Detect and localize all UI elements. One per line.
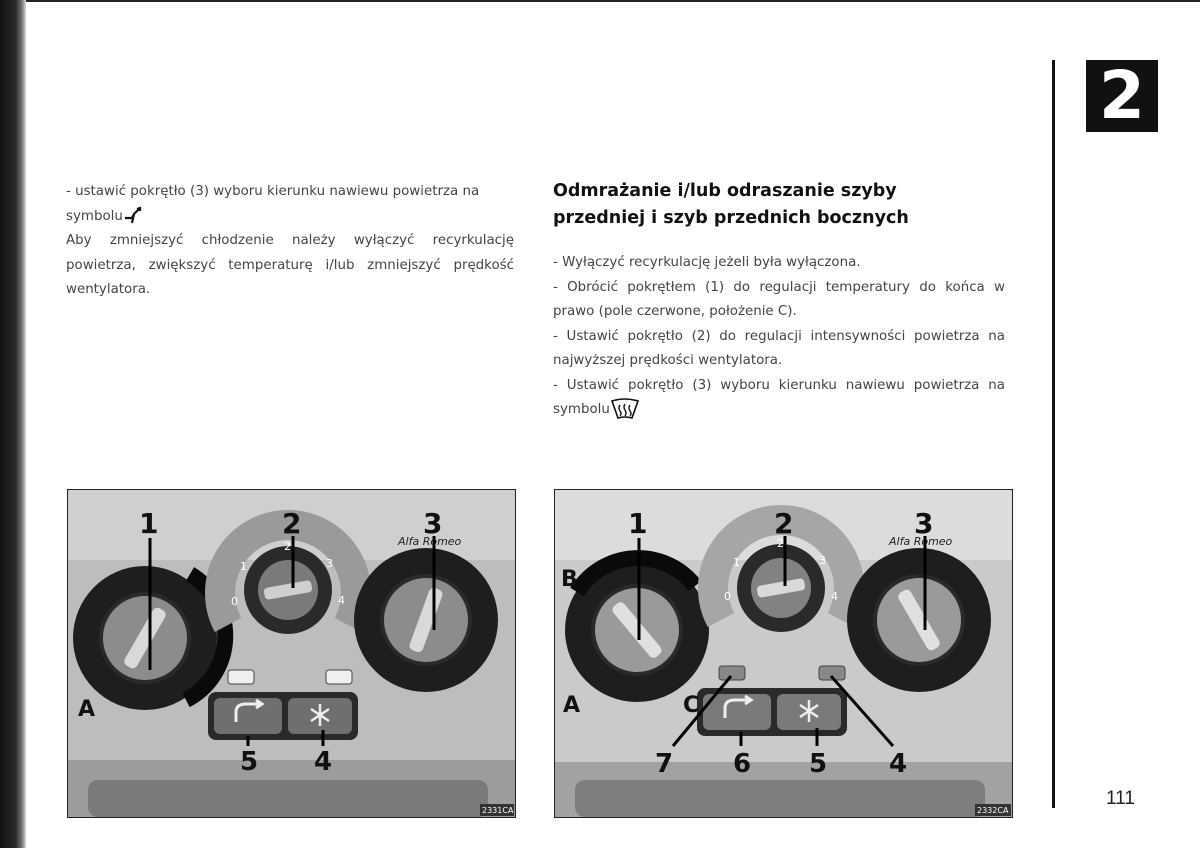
right-item-4 (553, 374, 1005, 423)
heading-line2: przedniej i szyb przednich bocznych (553, 208, 909, 228)
left-instruction-line2 (66, 205, 514, 230)
speed-mark-4: 4 (338, 594, 345, 607)
label-B: B (561, 567, 578, 592)
callout-5: 5 (240, 747, 259, 777)
left-symbol-label: symbolu (66, 208, 123, 224)
brand-logo-text: Alfa Romeo (398, 535, 462, 548)
speed-mark-2: 2 (777, 537, 784, 550)
speed-mark-3: 3 (326, 557, 333, 570)
figure-2-climate-panel (554, 489, 1013, 818)
right-item-3: - Ustawić pokrętło (2) do regulacji intensywności powietrza na najwyższej prędkości wentylatora. (553, 328, 1005, 368)
speed-mark-3: 3 (819, 554, 826, 567)
speed-mark-4: 4 (831, 590, 838, 603)
figure-1-climate-panel (67, 489, 516, 818)
page-number: 111 (1106, 788, 1135, 809)
callout-4: 4 (889, 749, 908, 779)
callout-4: 4 (314, 747, 333, 777)
book-spine-shadow (0, 0, 26, 848)
callout-2: 2 (282, 507, 302, 540)
heading-line1: Odmrażanie i/lub odraszanie szyby (553, 181, 897, 201)
speed-mark-0: 0 (724, 590, 731, 603)
callout-3: 3 (423, 507, 443, 540)
callout-6: 6 (733, 749, 752, 779)
callout-7: 7 (655, 749, 674, 779)
label-C: C (683, 693, 700, 718)
right-text-column (553, 251, 1005, 423)
top-edge-line (26, 0, 1200, 2)
vent-feet-icon (123, 206, 145, 226)
right-item-4-text: - Ustawić pokrętło (3) wyboru kierunku nawiewu powietrza na symbolu (553, 377, 1005, 417)
label-A: A (78, 697, 96, 722)
speed-mark-2: 2 (284, 540, 291, 553)
figure-code: 2332CA (977, 806, 1009, 815)
callout-1: 1 (628, 507, 648, 540)
left-instruction-line1: - ustawić pokrętło (3) wyboru kierunku nawiewu powietrza na (66, 184, 480, 199)
callout-2: 2 (774, 507, 794, 540)
margin-rule (1052, 60, 1055, 808)
brand-logo-text: Alfa Romeo (889, 535, 953, 548)
callout-3: 3 (914, 507, 934, 540)
right-item-1: - Wyłączyć recyrkulację jeżeli była wyłączona. (553, 255, 861, 270)
right-item-2: - Obrócić pokrętłem (1) do regulacji temperatury do końca w prawo (pole czerwone, położenie C). (553, 279, 1005, 319)
windscreen-defrost-icon (610, 398, 640, 420)
label-A: A (563, 693, 581, 718)
left-text-column (66, 180, 514, 303)
callout-5: 5 (809, 749, 828, 779)
left-paragraph-2: Aby zmniejszyć chłodzenie należy wyłączyć recyrkulację powietrza, zwiększyć temperaturę i/lub zmniejszyć prędkość wentylatora. (66, 233, 514, 297)
callout-1: 1 (139, 507, 159, 540)
figure-code: 2331CA (482, 806, 514, 815)
speed-mark-1: 1 (733, 556, 740, 569)
section-heading (553, 178, 1013, 232)
speed-mark-1: 1 (240, 560, 247, 573)
speed-mark-0: 0 (231, 595, 238, 608)
chapter-marker: 2 (1086, 60, 1158, 132)
